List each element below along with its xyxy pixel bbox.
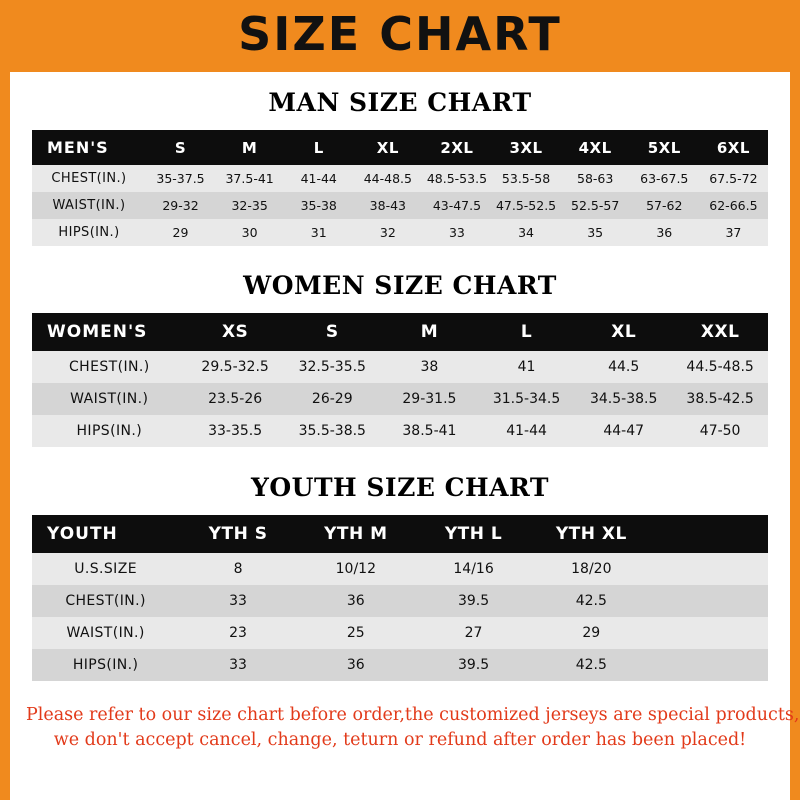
table-cell: 67.5-72: [709, 171, 758, 186]
table-cell: [650, 649, 768, 681]
man-section: [10, 88, 790, 246]
table-cell: 32: [379, 225, 396, 240]
man-section-title: MAN SIZE CHART: [268, 88, 532, 117]
table-cell: [650, 617, 768, 649]
table-cell: 62-66.5: [709, 198, 758, 213]
table-cell: 31: [310, 225, 327, 240]
order-notice: [10, 703, 800, 754]
table-row: [32, 383, 768, 415]
table-cell: 31.5-34.5: [492, 391, 561, 407]
table-cell: 39.5: [457, 657, 490, 673]
table-cell: 38-43: [369, 198, 406, 213]
header-cell: 2XL: [440, 138, 474, 157]
table-cell: 38: [420, 359, 439, 375]
row-label: HIPS(IN.): [58, 225, 120, 240]
row-label: WAIST(IN.): [52, 198, 126, 213]
header-cell: YOUTH: [47, 524, 118, 544]
header-cell: 3XL: [509, 138, 543, 157]
table-cell: 42.5: [575, 593, 607, 609]
header-cell: MEN'S: [47, 138, 109, 157]
table-row: [32, 351, 768, 383]
table-cell: 23.5-26: [208, 391, 263, 407]
table-cell: 58-63: [577, 171, 614, 186]
table-cell: 36: [346, 657, 365, 673]
table-cell: 44.5: [608, 359, 640, 375]
header-cell: WOMEN'S: [47, 322, 148, 342]
table-cell: 34: [518, 225, 534, 240]
table-cell: 23: [229, 625, 247, 641]
table-cell: 8: [233, 561, 243, 577]
table-cell: 41: [517, 359, 536, 375]
page-title: SIZE CHART: [238, 7, 562, 61]
table-cell: 29: [172, 225, 189, 240]
table-cell: 30: [241, 225, 258, 240]
table-cell: 33-35.5: [208, 423, 263, 439]
table-cell: 36: [656, 225, 673, 240]
table-cell: 37.5-41: [225, 171, 274, 186]
notice-line-1: Please refer to our size chart before order,the customized jerseys are special products,: [26, 705, 800, 725]
table-cell: [650, 553, 768, 585]
youth-size-table: [32, 515, 768, 681]
table-cell: 41-44: [300, 171, 337, 186]
table-cell: 47.5-52.5: [495, 198, 557, 213]
table-row: [32, 649, 768, 681]
table-cell: 25: [346, 625, 365, 641]
table-cell: [650, 585, 768, 617]
table-cell: 41-44: [506, 423, 547, 439]
banner: [0, 0, 800, 72]
table-cell: 37: [725, 225, 742, 240]
header-cell: L: [313, 138, 324, 157]
row-label: CHEST(IN.): [65, 593, 146, 609]
header-cell: XL: [611, 322, 637, 342]
header-cell: YTH L: [444, 524, 503, 544]
table-cell: 39.5: [457, 593, 490, 609]
table-cell: 53.5-58: [501, 171, 551, 186]
table-cell: 29-32: [162, 198, 199, 213]
table-cell: 35-37.5: [156, 171, 205, 186]
youth-section-title: YOUTH SIZE CHART: [251, 473, 549, 502]
header-cell: XXL: [700, 322, 740, 342]
table-cell: 33: [229, 657, 247, 673]
table-cell: 43-47.5: [432, 198, 482, 213]
row-label: CHEST(IN.): [51, 171, 127, 186]
table-cell: 35-38: [300, 198, 337, 213]
table-cell: 36: [346, 593, 365, 609]
table-cell: 63-67.5: [640, 171, 689, 186]
youth-section: [10, 473, 790, 681]
table-row: [32, 553, 768, 585]
women-section: [10, 271, 790, 447]
table-cell: 29: [582, 625, 601, 641]
header-cell: M: [420, 322, 439, 342]
table-header-row: [32, 130, 768, 165]
row-label: WAIST(IN.): [66, 625, 145, 641]
table-cell: 47-50: [699, 423, 741, 439]
table-row: [32, 585, 768, 617]
header-cell: S: [325, 322, 339, 342]
table-cell: 33: [448, 225, 465, 240]
table-cell: 29.5-32.5: [201, 359, 269, 375]
header-cell: L: [520, 322, 533, 342]
header-cell: 4XL: [578, 138, 612, 157]
header-cell: YTH XL: [555, 524, 627, 544]
women-size-table: [32, 313, 768, 447]
header-cell: YTH M: [324, 524, 388, 544]
header-cell: [650, 515, 768, 553]
table-cell: 18/20: [571, 561, 612, 577]
table-cell: 57-62: [646, 198, 683, 213]
table-row: [32, 219, 768, 246]
table-cell: 32-35: [231, 198, 268, 213]
table-row: [32, 617, 768, 649]
table-cell: 34.5-38.5: [589, 391, 658, 407]
table-cell: 10/12: [335, 561, 376, 577]
table-cell: 42.5: [575, 657, 607, 673]
table-cell: 35.5-38.5: [298, 423, 366, 439]
table-row: [32, 165, 768, 192]
table-header-row: [32, 313, 768, 351]
row-label: WAIST(IN.): [70, 391, 149, 407]
header-cell: M: [241, 138, 258, 157]
header-cell: XS: [221, 322, 249, 342]
header-cell: 5XL: [647, 138, 681, 157]
header-cell: XL: [376, 138, 399, 157]
table-cell: 35: [587, 225, 604, 240]
table-header-row: [32, 515, 768, 553]
table-cell: 32.5-35.5: [298, 359, 366, 375]
table-row: [32, 192, 768, 219]
row-label: HIPS(IN.): [76, 423, 143, 439]
table-cell: 44-48.5: [363, 171, 412, 186]
row-label: U.S.SIZE: [74, 561, 137, 577]
header-cell: S: [174, 138, 187, 157]
notice-line-2: we don't accept cancel, change, teturn or refund after order has been placed!: [53, 730, 747, 751]
header-cell: 6XL: [716, 138, 750, 157]
table-cell: 44.5-48.5: [686, 359, 754, 375]
row-label: HIPS(IN.): [72, 657, 139, 673]
row-label: CHEST(IN.): [69, 359, 150, 375]
table-cell: 27: [464, 625, 483, 641]
table-cell: 38.5-42.5: [686, 391, 754, 407]
table-cell: 26-29: [311, 391, 353, 407]
table-cell: 14/16: [453, 561, 494, 577]
women-section-title: WOMEN SIZE CHART: [243, 271, 557, 300]
table-cell: 48.5-53.5: [426, 171, 488, 186]
table-cell: 44-47: [603, 423, 645, 439]
table-cell: 38.5-41: [402, 423, 457, 439]
table-cell: 52.5-57: [571, 198, 620, 213]
table-row: [32, 415, 768, 447]
header-cell: YTH S: [208, 524, 268, 544]
men-size-table: [32, 130, 768, 246]
table-cell: 29-31.5: [402, 391, 457, 407]
table-cell: 33: [229, 593, 247, 609]
